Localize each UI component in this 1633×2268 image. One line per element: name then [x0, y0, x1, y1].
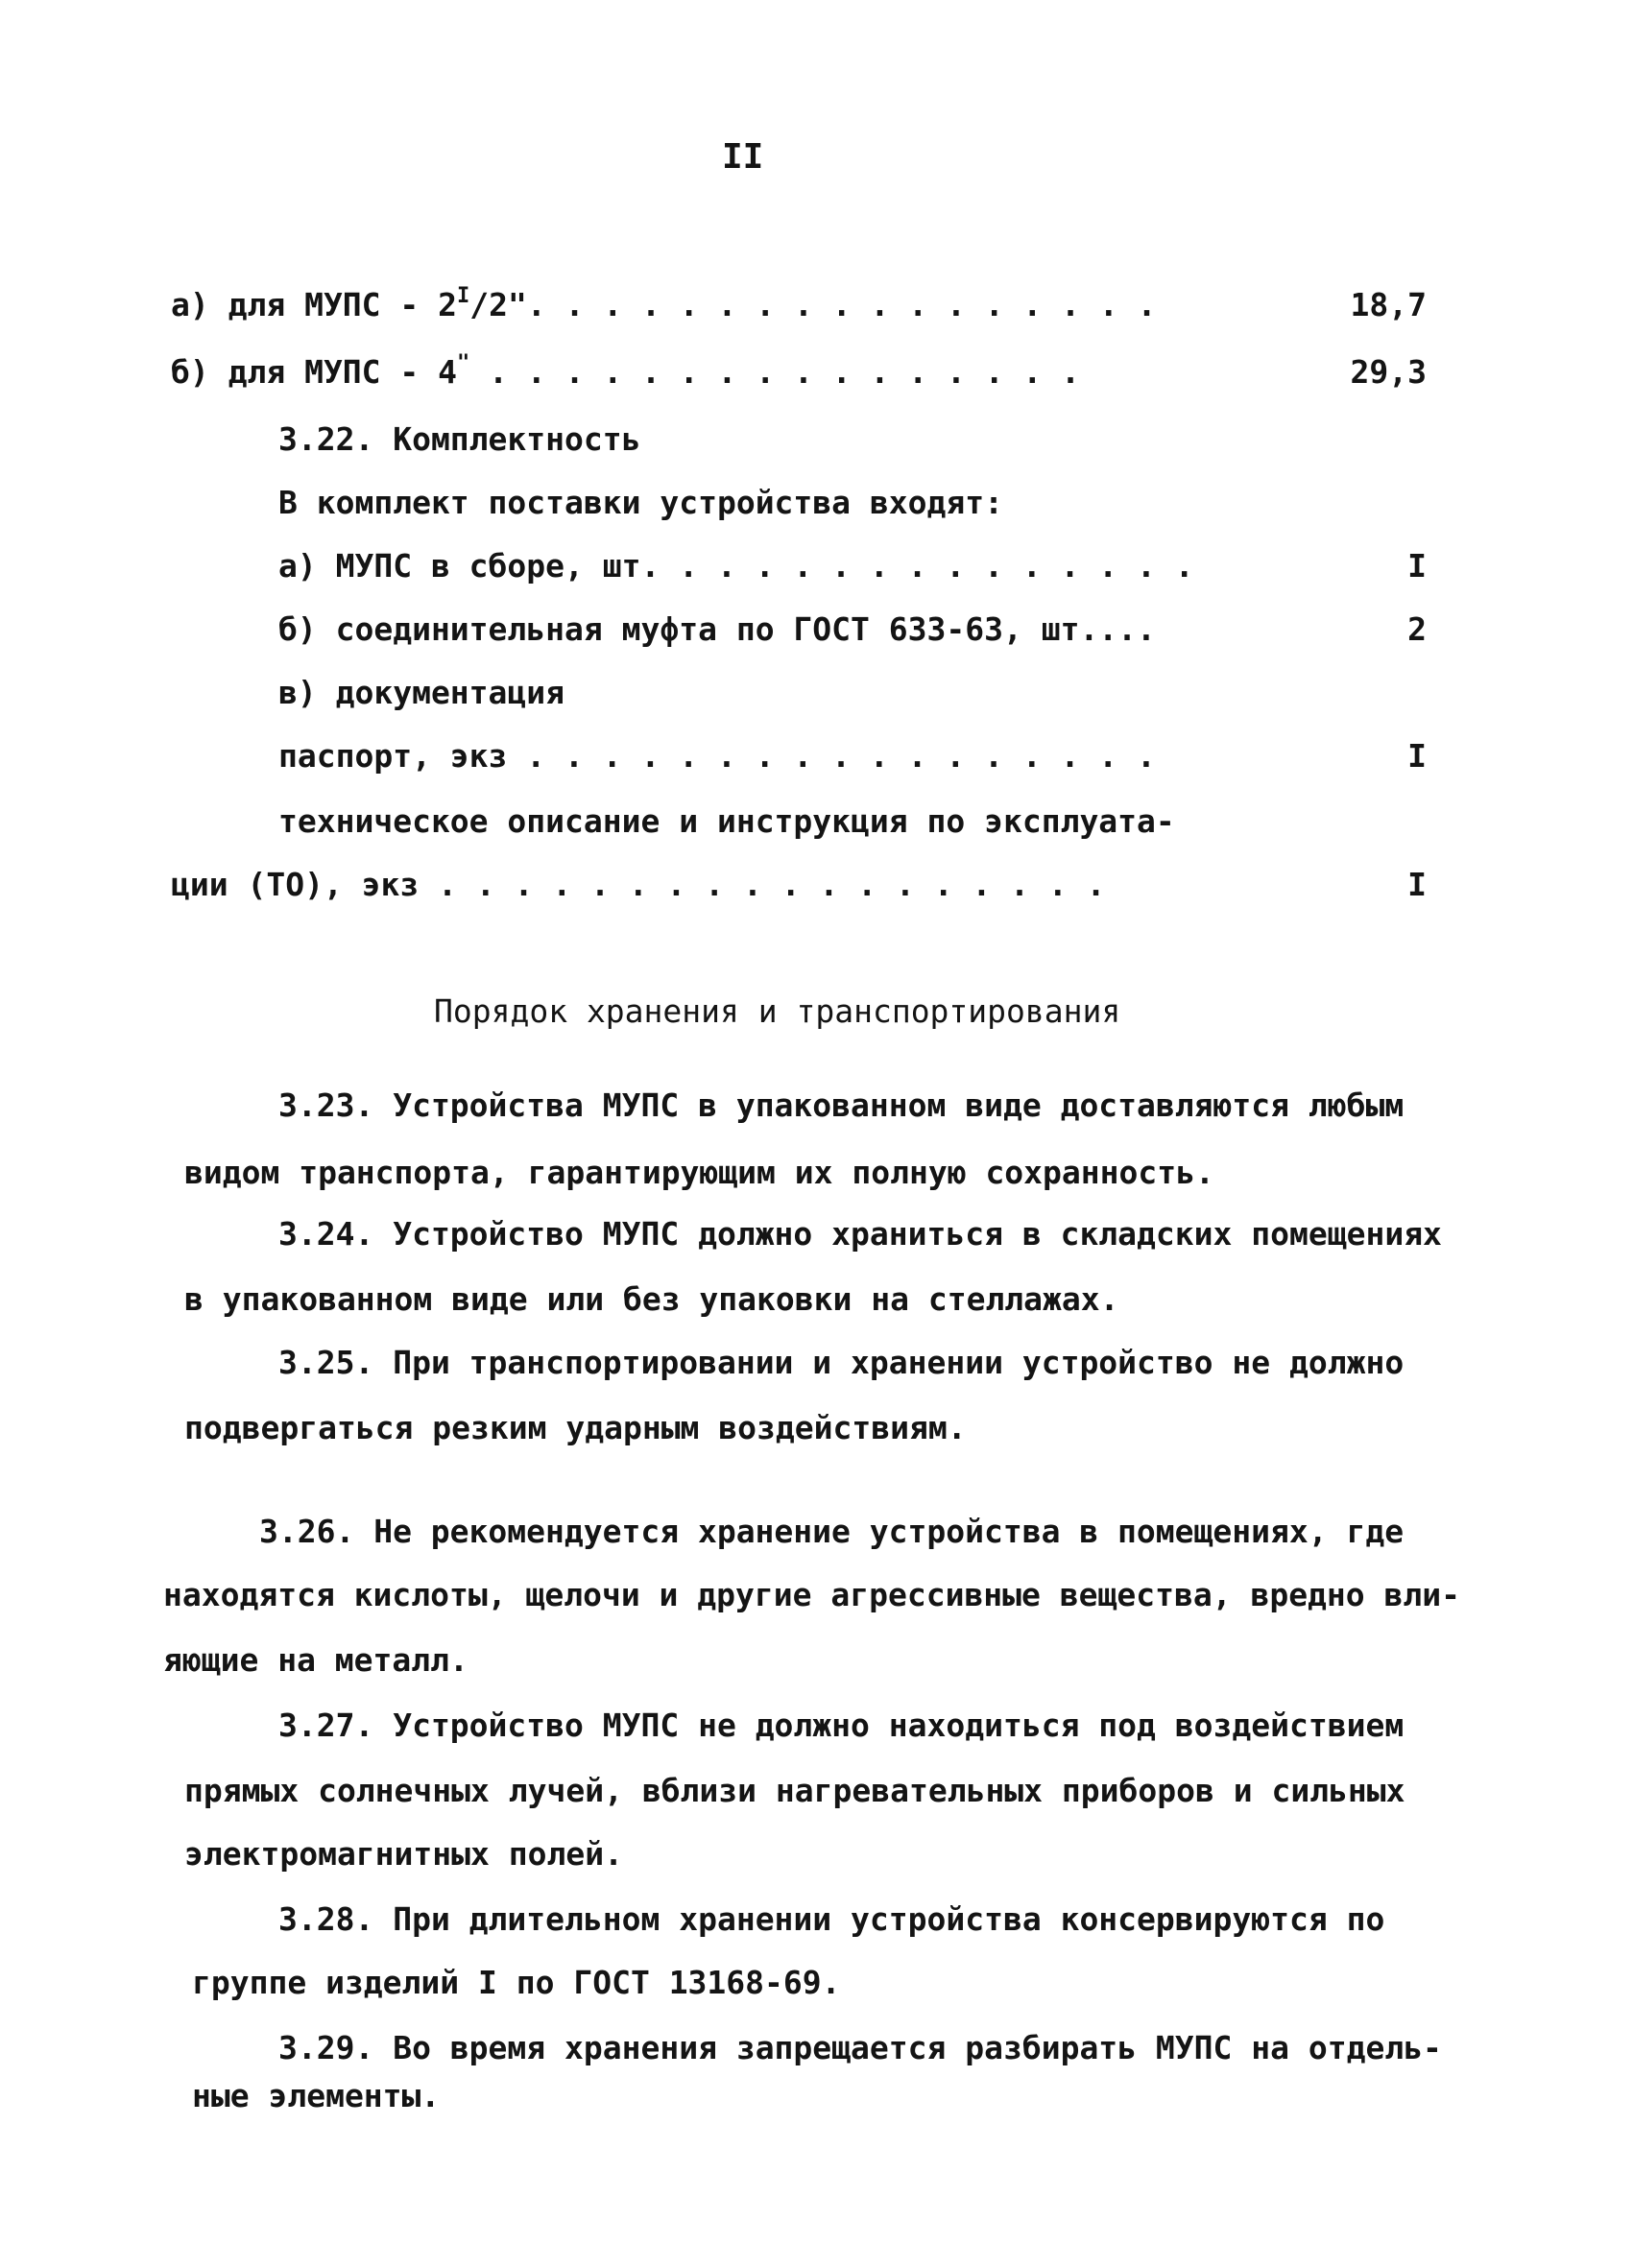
weight-a-superscript: I: [457, 284, 470, 308]
completeness-intro: В комплект поставки устройства входят:: [278, 484, 1003, 521]
paragraph-3-25-line2: подвергаться резким ударным воздействиям.: [184, 1409, 967, 1446]
paragraph-3-28-line2: группе изделий I по ГОСТ 13168-69.: [192, 1964, 841, 2001]
completeness-item-b-value: 2: [1407, 610, 1427, 648]
paragraph-3-23-line2: видом транспорта, гарантирующим их полную сохранность.: [184, 1154, 1214, 1191]
completeness-title: 3.22. Комплектность: [278, 420, 641, 458]
weight-line-a: [171, 284, 1157, 326]
weight-line-b: [171, 351, 1080, 394]
paragraph-3-29-line1: 3.29. Во время хранения запрещается разбирать МУПС на отдель-: [278, 2029, 1442, 2066]
weight-a-leader: /2". . . . . . . . . . . . . . . . .: [469, 286, 1157, 323]
completeness-manual-value: I: [1407, 866, 1427, 903]
page-number: II: [722, 137, 764, 177]
paragraph-3-28-line1: 3.28. При длительном хранении устройства консервируются по: [278, 1900, 1385, 1938]
weight-b-superscript: ": [457, 351, 470, 375]
paragraph-3-24-line1: 3.24. Устройство МУПС должно храниться в складских помещениях: [278, 1215, 1442, 1253]
paragraph-3-26-line2: находятся кислоты, щелочи и другие агрессивные вещества, вредно вли-: [163, 1576, 1461, 1613]
paragraph-3-25-line1: 3.25. При транспортировании и хранении устройство не должно: [278, 1344, 1405, 1381]
completeness-manual-line1: техническое описание и инструкция по эксплуата-: [278, 802, 1175, 840]
paragraph-3-29-line2: ные элементы.: [192, 2077, 441, 2114]
paragraph-3-23-line1: 3.23. Устройства МУПС в упакованном виде доставляются любым: [278, 1086, 1405, 1124]
paragraph-3-26-line1: 3.26. Не рекомендуется хранение устройства в помещениях, где: [259, 1513, 1405, 1550]
paragraph-3-27-line3: электромагнитных полей.: [184, 1835, 623, 1873]
completeness-item-a: а) МУПС в сборе, шт. . . . . . . . . . . . . . .: [278, 547, 1194, 585]
paragraph-3-27-line1: 3.27. Устройство МУПС не должно находиться под воздействием: [278, 1707, 1405, 1744]
weight-a-value: 18,7: [1350, 286, 1427, 323]
completeness-item-a-value: I: [1407, 547, 1427, 585]
completeness-manual-line2: ции (ТО), экз . . . . . . . . . . . . . . . . . .: [171, 866, 1106, 903]
paragraph-3-24-line2: в упакованном виде или без упаковки на стеллажах.: [184, 1280, 1119, 1318]
storage-heading: Порядок хранения и транспортирования: [434, 992, 1121, 1030]
weight-b-label: б) для МУПС - 4: [171, 353, 458, 391]
completeness-passport-value: I: [1407, 737, 1427, 775]
weight-a-label: а) для МУПС - 2: [171, 286, 458, 323]
completeness-item-c: в) документация: [278, 674, 565, 711]
weight-b-value: 29,3: [1350, 353, 1427, 391]
completeness-item-b: б) соединительная муфта по ГОСТ 633-63, шт....: [278, 610, 1156, 648]
paragraph-3-27-line2: прямых солнечных лучей, вблизи нагревательных приборов и сильных: [184, 1772, 1405, 1809]
weight-b-leader: . . . . . . . . . . . . . . . .: [469, 353, 1081, 391]
completeness-passport: паспорт, экз . . . . . . . . . . . . . . . . .: [278, 737, 1156, 775]
paragraph-3-26-line3: яющие на металл.: [163, 1641, 468, 1679]
